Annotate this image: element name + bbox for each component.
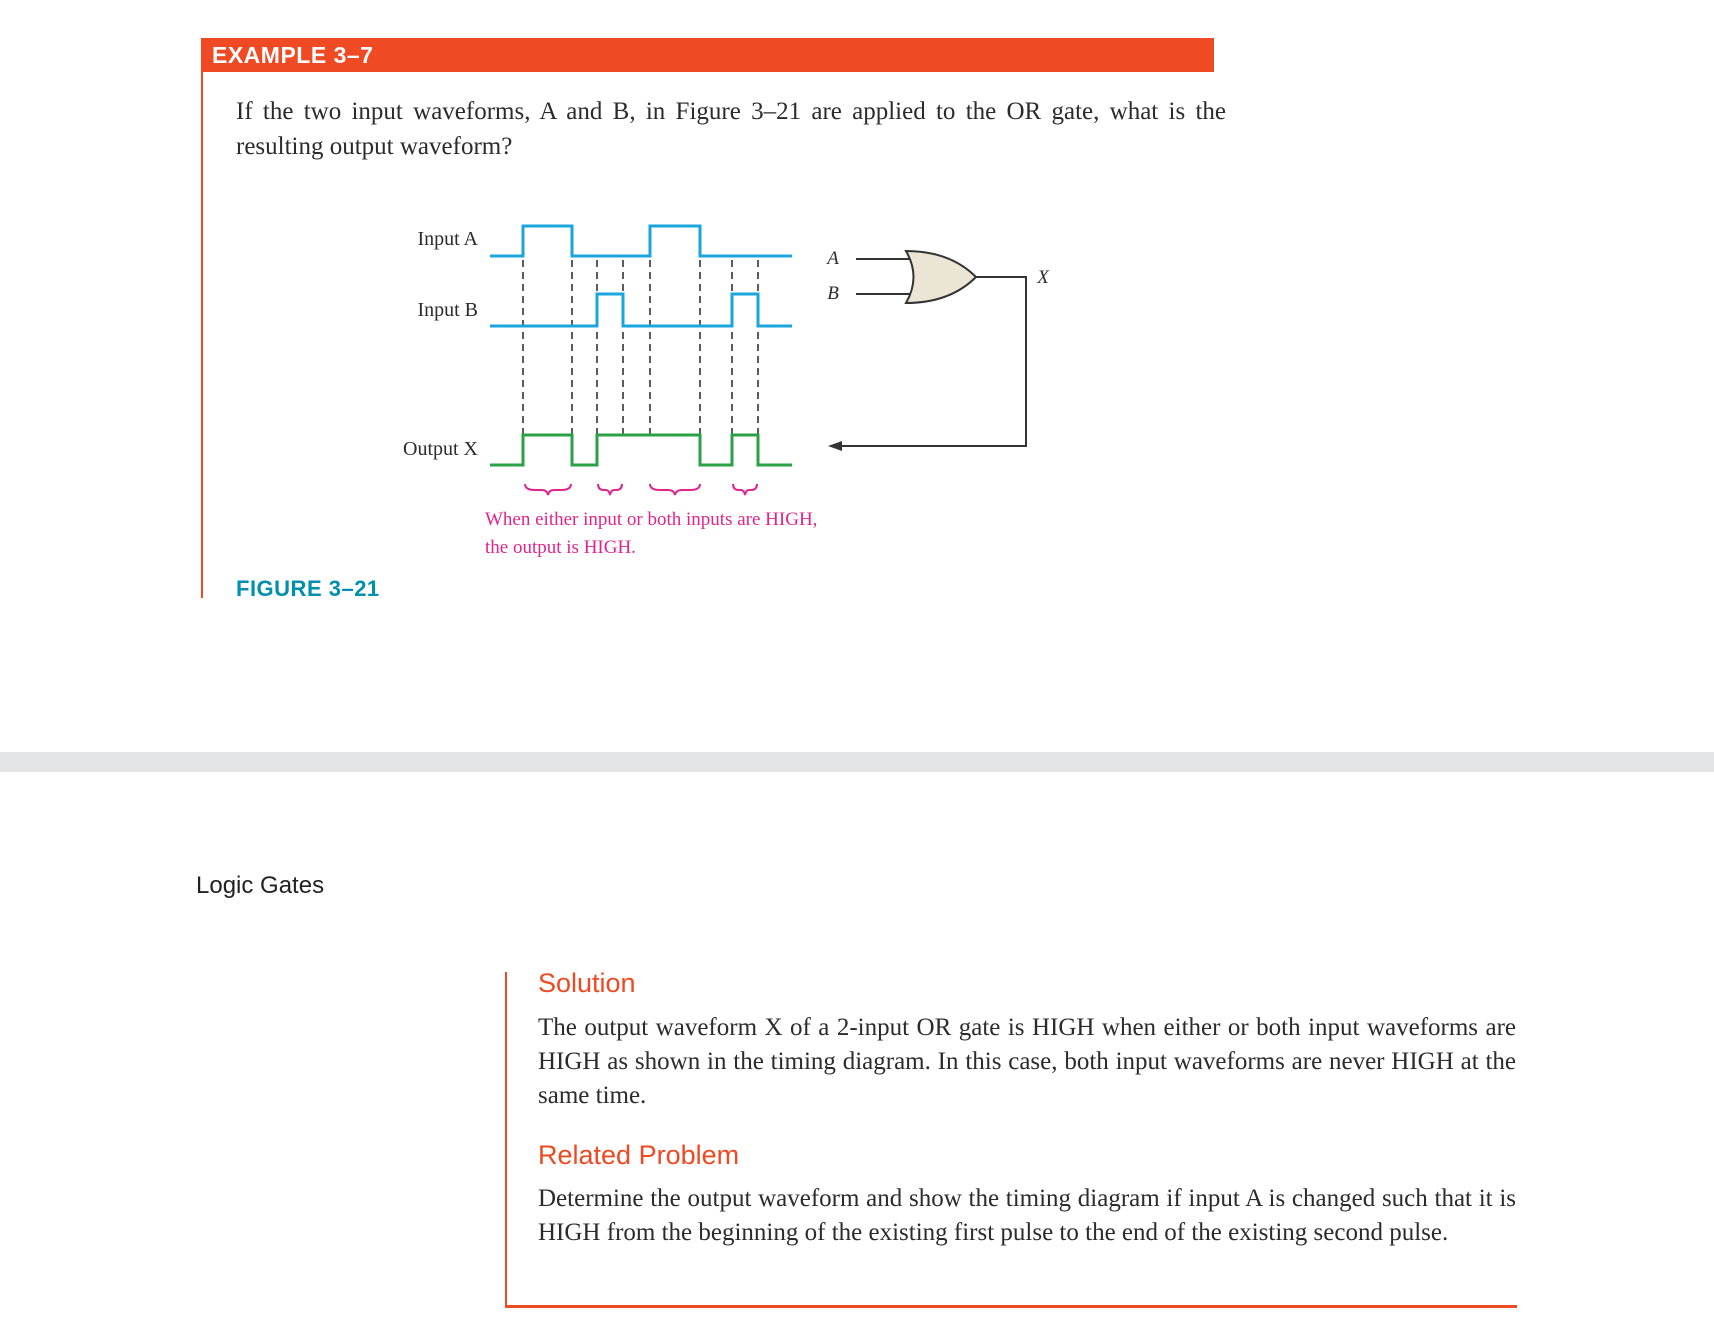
figure-3-21-diagram (0, 0, 1714, 620)
brace (598, 484, 622, 495)
output-high-braces (525, 484, 757, 495)
related-problem-text: Determine the output waveform and show the timing diagram if input A is changed such that it is HIGH from the beginning of the existing first pulse to the end of the existing second pulse. (538, 1185, 1516, 1246)
gate-output-wire (838, 277, 1026, 446)
running-head: Logic Gates (196, 872, 325, 899)
solution-left-rule (505, 972, 507, 1308)
related-problem-heading: Related Problem (538, 1140, 740, 1170)
or-gate-symbol (906, 251, 976, 303)
solution-heading: Solution (538, 968, 636, 998)
solution-bottom-rule (505, 1305, 1517, 1308)
annotation-line-2: the output is HIGH. (485, 537, 636, 558)
page-divider (0, 752, 1714, 772)
figure-label: FIGURE 3–21 (236, 576, 380, 601)
solution-text: The output waveform X of a 2-input OR gate is HIGH when either or both input waveforms are HIGH as shown in the timing diagram. In this case, both input waveforms are never HIGH at the same time. (538, 1014, 1516, 1109)
annotation-line-1: When either input or both inputs are HIGH, (485, 509, 818, 530)
brace (733, 484, 757, 495)
question-text: If the two input waveforms, A and B, in Figure 3–21 are applied to the OR gate, what is the resulting output waveform? (236, 98, 1226, 160)
input-a-label: Input A (417, 228, 478, 250)
brace (525, 484, 571, 495)
input-b-waveform (490, 294, 792, 326)
gate-output-label: X (1037, 267, 1049, 288)
output-x-waveform (490, 435, 792, 465)
output-x-label: Output X (403, 438, 478, 460)
example-header: EXAMPLE 3–7 (202, 38, 1214, 72)
feedback-arrowhead (828, 441, 842, 451)
input-a-waveform (490, 226, 792, 256)
timing-guides (523, 260, 758, 435)
gate-input-a-label: A (827, 248, 839, 269)
brace (650, 484, 700, 495)
input-b-label: Input B (417, 299, 478, 321)
gate-input-b-label: B (827, 283, 839, 304)
